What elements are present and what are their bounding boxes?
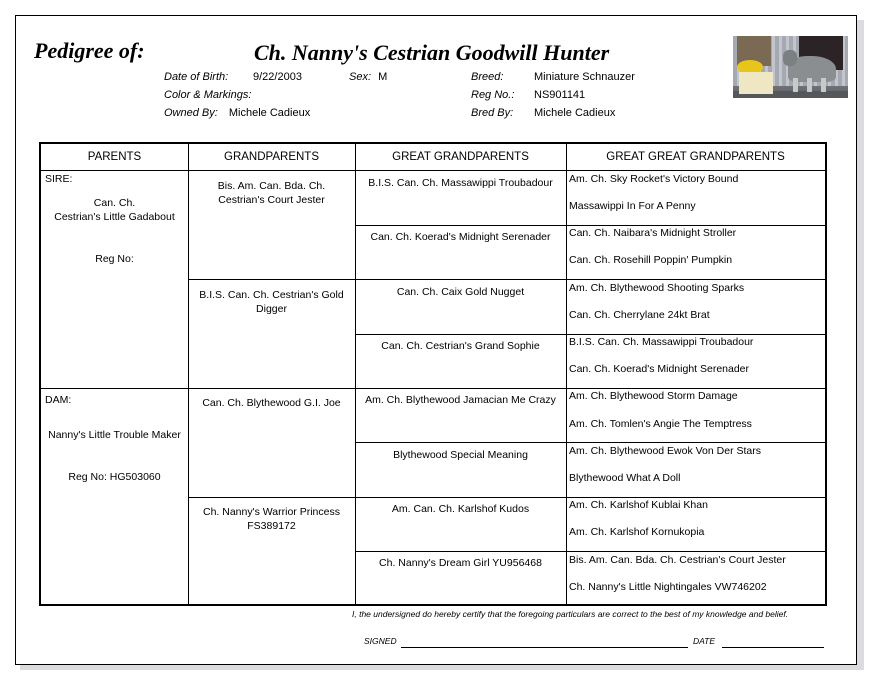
sex-label: Sex: <box>349 71 372 83</box>
dam-label: DAM: <box>45 394 72 406</box>
owned-field <box>164 107 310 119</box>
sire-label: SIRE: <box>45 173 73 185</box>
column-divider <box>188 144 189 604</box>
great-grandparent-6: Blythewood Special Meaning <box>393 449 528 461</box>
ggg-3a: Am. Ch. Blythewood Shooting Sparks <box>569 282 745 294</box>
regno-value: NS901141 <box>534 89 586 101</box>
dob-value: 9/22/2003 <box>253 71 302 83</box>
ggg-2a: Can. Ch. Naibara's Midnight Stroller <box>569 227 737 239</box>
ggg-6a: Am. Ch. Blythewood Ewok Von Der Stars <box>569 445 761 457</box>
pedigree-page <box>15 15 857 665</box>
ggg-1b: Massawippi In For A Penny <box>569 200 696 212</box>
ggg-7b: Am. Ch. Karlshof Kornukopia <box>569 526 705 538</box>
great-grandparent-5: Am. Ch. Blythewood Jamacian Me Crazy <box>365 394 556 406</box>
date-line[interactable] <box>722 647 824 648</box>
dam-name: Nanny's Little Trouble Maker <box>48 429 181 441</box>
great-grandparent-4: Can. Ch. Cestrian's Grand Sophie <box>381 340 540 352</box>
sex-field <box>349 71 387 83</box>
sex-value: M <box>378 71 388 83</box>
great-grandparent-8: Ch. Nanny's Dream Girl YU956468 <box>379 557 542 569</box>
ggg-2b: Can. Ch. Rosehill Poppin' Pumpkin <box>569 254 733 266</box>
great-grandparent-3: Can. Ch. Caix Gold Nugget <box>396 286 525 298</box>
dob-label: Date of Birth: <box>164 71 229 83</box>
sire-name-line1: Can. Ch. <box>93 197 136 209</box>
row-divider <box>355 442 825 443</box>
color-label: Color & Markings: <box>164 89 252 101</box>
grandparent-4: Ch. Nanny's Warrior Princess FS389172 <box>203 506 340 532</box>
date-label: DATE <box>693 636 716 646</box>
owned-value: Michele Cadieux <box>228 107 311 119</box>
row-divider <box>188 279 825 280</box>
dog-name: Ch. Nanny's Cestrian Goodwill Hunter <box>254 40 610 65</box>
ggg-4a: B.I.S. Can. Ch. Massawippi Troubadour <box>569 336 754 348</box>
signed-label: SIGNED <box>364 636 397 646</box>
column-divider <box>355 144 356 604</box>
ggg-5a: Am. Ch. Blythewood Storm Damage <box>569 390 738 402</box>
dam-reg: Reg No: HG503060 <box>68 471 161 483</box>
sire-reg: Reg No: <box>95 253 134 265</box>
ggg-6b: Blythewood What A Doll <box>569 472 681 484</box>
grandparent-1: Bis. Am. Can. Bda. Ch. Cestrian's Court Jester <box>217 180 326 206</box>
ggg-1a: Am. Ch. Sky Rocket's Victory Bound <box>569 173 739 185</box>
color-field <box>164 89 251 101</box>
row-divider <box>355 551 825 552</box>
ggg-3b: Can. Ch. Cherrylane 24kt Brat <box>569 309 710 321</box>
grandparent-2: B.I.S. Can. Ch. Cestrian's Gold Digger <box>199 289 344 315</box>
breed-value: Miniature Schnauzer <box>534 71 635 83</box>
dob-field <box>164 71 228 83</box>
great-grandparent-2: Can. Ch. Koerad's Midnight Serenader <box>370 231 551 243</box>
column-header-parents: PARENTS <box>41 144 188 171</box>
breed-label: Breed: <box>471 71 504 83</box>
regno-label: Reg No.: <box>471 89 515 101</box>
ggg-8a: Bis. Am. Can. Bda. Ch. Cestrian's Court Jester <box>569 554 786 566</box>
great-grandparent-1: B.I.S. Can. Ch. Massawippi Troubadour <box>368 177 553 189</box>
ggg-5b: Am. Ch. Tomlen's Angie The Temptress <box>569 418 752 430</box>
grandparent-3: Can. Ch. Blythewood G.I. Joe <box>202 397 341 409</box>
ggg-7a: Am. Ch. Karlshof Kublai Khan <box>569 499 708 511</box>
certification-statement: I, the undersigned do hereby certify that the foregoing particulars are correct to the best of my knowledge and belief. <box>352 609 789 619</box>
sire-name-line2: Cestrian's Little Gadabout <box>54 211 175 223</box>
bred-label: Bred By: <box>471 107 514 119</box>
signature-line[interactable] <box>401 647 688 648</box>
bred-value: Michele Cadieux <box>534 107 616 119</box>
column-header-great-great-grandparents: GREAT GREAT GRANDPARENTS <box>566 144 825 171</box>
row-divider <box>188 497 825 498</box>
ggg-4b: Can. Ch. Koerad's Midnight Serenader <box>569 363 750 375</box>
column-header-great-grandparents: GREAT GRANDPARENTS <box>355 144 566 171</box>
column-header-grandparents: GRANDPARENTS <box>188 144 355 171</box>
title-label: Pedigree of: <box>34 38 145 63</box>
great-grandparent-7: Am. Can. Ch. Karlshof Kudos <box>391 503 530 515</box>
ggg-8b: Ch. Nanny's Little Nightingales VW746202 <box>569 581 767 593</box>
dog-show-photo <box>733 36 848 98</box>
owned-label: Owned By: <box>164 107 218 119</box>
pedigree-table <box>39 142 827 606</box>
column-divider <box>566 144 567 604</box>
